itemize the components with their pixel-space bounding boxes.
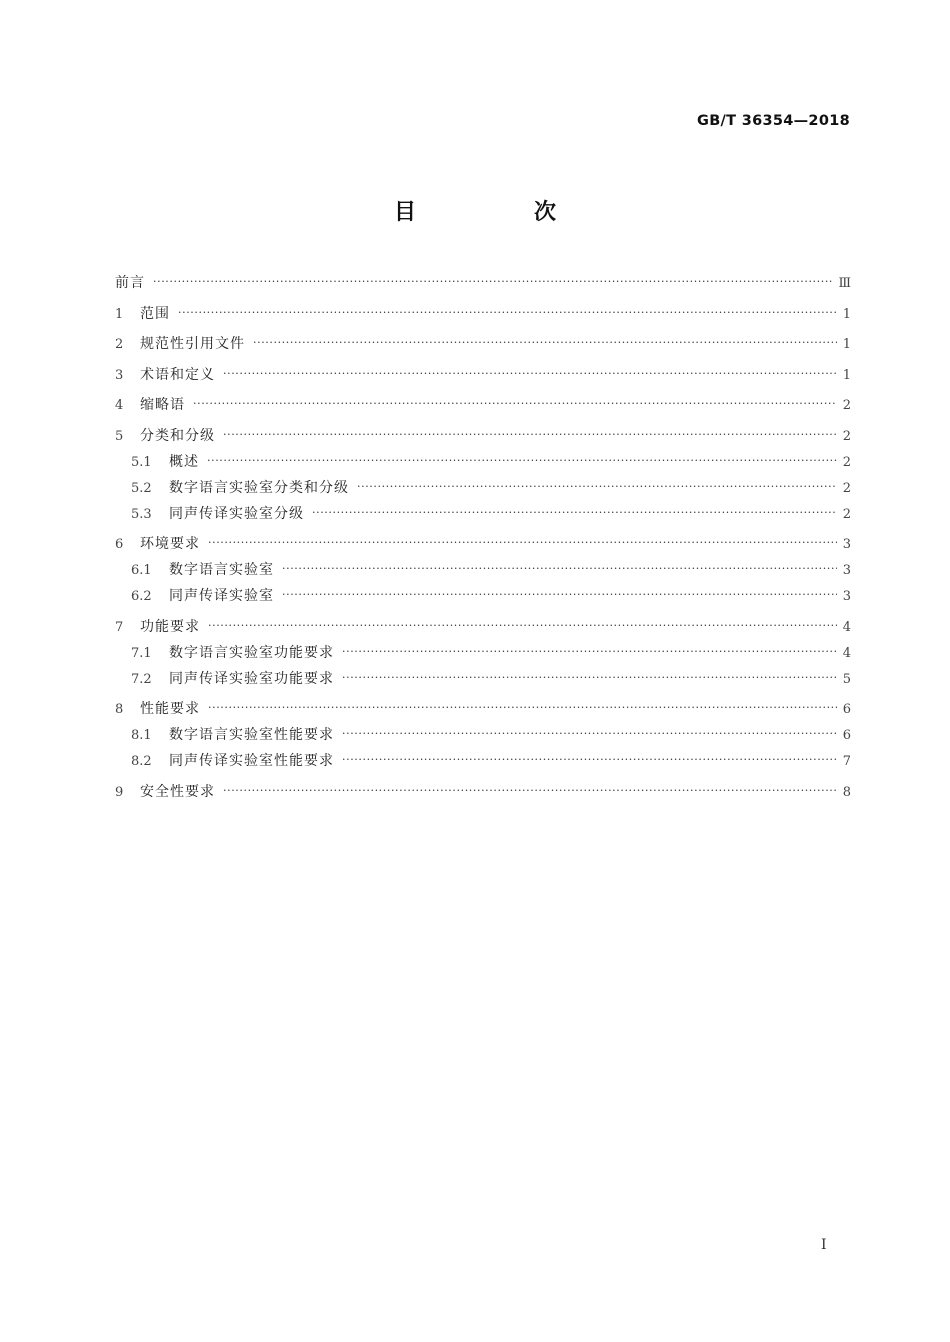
toc-entry-number: 6.2 bbox=[131, 589, 152, 604]
toc-entry-number: 8 bbox=[115, 702, 124, 717]
toc-entry[interactable] bbox=[115, 365, 851, 386]
toc-entry-label: 同声传译实验室 bbox=[169, 588, 274, 604]
toc-entry-number: 5.1 bbox=[131, 454, 152, 470]
toc-entry-label: 同声传译实验室性能要求 bbox=[169, 753, 334, 769]
toc-entry-page: 6 bbox=[842, 702, 851, 717]
toc-entry-number: 9 bbox=[115, 784, 124, 800]
toc-entry-label: 规范性引用文件 bbox=[140, 336, 245, 352]
toc-entry-label: 术语和定义 bbox=[140, 366, 215, 383]
toc-dot-leader bbox=[207, 451, 837, 471]
toc-entry[interactable] bbox=[115, 452, 851, 473]
toc-dot-leader bbox=[208, 533, 837, 553]
toc-entry-label: 前言 bbox=[115, 275, 145, 291]
toc-entry-label: 分类和分级 bbox=[140, 427, 215, 444]
toc-entry[interactable] bbox=[115, 643, 851, 664]
toc-entry-page: 2 bbox=[842, 428, 851, 444]
toc-dot-leader bbox=[223, 425, 837, 445]
toc-entry[interactable] bbox=[115, 782, 851, 803]
table-of-contents bbox=[115, 268, 851, 803]
toc-dot-leader bbox=[253, 333, 837, 353]
toc-entry-label: 功能要求 bbox=[140, 618, 200, 635]
toc-entry-label: 环境要求 bbox=[140, 536, 200, 552]
toc-entry-page: 3 bbox=[842, 563, 851, 578]
toc-entry-page: Ⅲ bbox=[838, 276, 851, 291]
toc-dot-leader bbox=[342, 750, 837, 770]
toc-dot-leader bbox=[357, 477, 837, 497]
toc-entry[interactable] bbox=[115, 586, 851, 607]
toc-entry[interactable] bbox=[115, 534, 851, 555]
toc-entry-number: 6 bbox=[115, 537, 124, 552]
toc-dot-leader bbox=[282, 585, 837, 605]
toc-entry-label: 数字语言实验室分类和分级 bbox=[169, 479, 349, 496]
toc-entry-number: 7.1 bbox=[131, 645, 152, 661]
toc-entry-page: 3 bbox=[842, 537, 851, 552]
toc-dot-leader bbox=[178, 303, 837, 323]
toc-dot-leader bbox=[208, 698, 837, 718]
toc-entry[interactable] bbox=[115, 751, 851, 772]
toc-entry-number: 6.1 bbox=[131, 563, 152, 578]
toc-entry-label: 数字语言实验室性能要求 bbox=[169, 727, 334, 743]
toc-entry-page: 7 bbox=[842, 754, 851, 769]
toc-dot-leader bbox=[208, 616, 837, 636]
toc-entry[interactable] bbox=[115, 334, 851, 355]
toc-entry-page: 4 bbox=[842, 645, 851, 661]
toc-dot-leader bbox=[223, 364, 837, 384]
toc-dot-leader bbox=[193, 394, 837, 414]
toc-entry-page: 6 bbox=[842, 728, 851, 743]
standard-code: GB/T 36354—2018 bbox=[697, 113, 850, 129]
toc-entry-number: 5 bbox=[115, 428, 124, 444]
toc-dot-leader bbox=[342, 642, 837, 662]
toc-entry[interactable] bbox=[115, 560, 851, 581]
toc-entry-label: 范围 bbox=[140, 305, 170, 322]
toc-entry[interactable] bbox=[115, 669, 851, 690]
toc-entry-label: 性能要求 bbox=[140, 701, 200, 717]
toc-entry[interactable] bbox=[115, 395, 851, 416]
toc-entry-label: 数字语言实验室功能要求 bbox=[169, 644, 334, 661]
toc-entry-page: 2 bbox=[842, 454, 851, 470]
toc-dot-leader bbox=[282, 559, 837, 579]
toc-entry-page: 2 bbox=[842, 398, 851, 413]
toc-dot-leader bbox=[342, 724, 837, 744]
toc-entry-page: 1 bbox=[842, 367, 851, 383]
toc-entry-number: 3 bbox=[115, 367, 124, 383]
page-folio: I bbox=[821, 1237, 827, 1253]
toc-entry-label: 缩略语 bbox=[140, 397, 185, 413]
toc-entry-label: 同声传译实验室功能要求 bbox=[169, 670, 334, 687]
toc-entry[interactable] bbox=[115, 273, 851, 294]
toc-entry[interactable] bbox=[115, 426, 851, 447]
toc-entry-page: 5 bbox=[842, 671, 851, 687]
toc-entry[interactable] bbox=[115, 725, 851, 746]
toc-entry-number: 8.2 bbox=[131, 754, 152, 769]
toc-entry-label: 安全性要求 bbox=[140, 783, 215, 800]
toc-dot-leader bbox=[312, 503, 837, 523]
toc-entry-page: 8 bbox=[842, 784, 851, 800]
page-title: 目 次 bbox=[393, 200, 604, 225]
toc-entry-page: 4 bbox=[842, 619, 851, 635]
toc-entry-number: 4 bbox=[115, 398, 124, 413]
toc-dot-leader bbox=[342, 668, 837, 688]
toc-entry-number: 2 bbox=[115, 337, 124, 352]
toc-entry[interactable] bbox=[115, 478, 851, 499]
toc-entry[interactable] bbox=[115, 304, 851, 325]
toc-entry-label: 同声传译实验室分级 bbox=[169, 505, 304, 522]
toc-dot-leader bbox=[223, 781, 837, 801]
toc-entry-page: 3 bbox=[842, 589, 851, 604]
toc-entry[interactable] bbox=[115, 617, 851, 638]
toc-entry-number: 5.3 bbox=[131, 506, 152, 522]
toc-dot-leader bbox=[153, 272, 832, 292]
toc-entry-label: 数字语言实验室 bbox=[169, 562, 274, 578]
toc-entry[interactable] bbox=[115, 504, 851, 525]
toc-entry-page: 2 bbox=[842, 480, 851, 496]
toc-entry-number: 1 bbox=[115, 306, 124, 322]
toc-entry-label: 概述 bbox=[169, 453, 199, 470]
toc-entry-page: 1 bbox=[842, 306, 851, 322]
toc-entry-number: 7 bbox=[115, 619, 124, 635]
toc-entry-number: 8.1 bbox=[131, 728, 152, 743]
toc-entry-page: 2 bbox=[842, 506, 851, 522]
toc-entry-number: 5.2 bbox=[131, 480, 152, 496]
toc-entry[interactable] bbox=[115, 699, 851, 720]
toc-entry-number: 7.2 bbox=[131, 671, 152, 687]
toc-entry-page: 1 bbox=[842, 337, 851, 352]
